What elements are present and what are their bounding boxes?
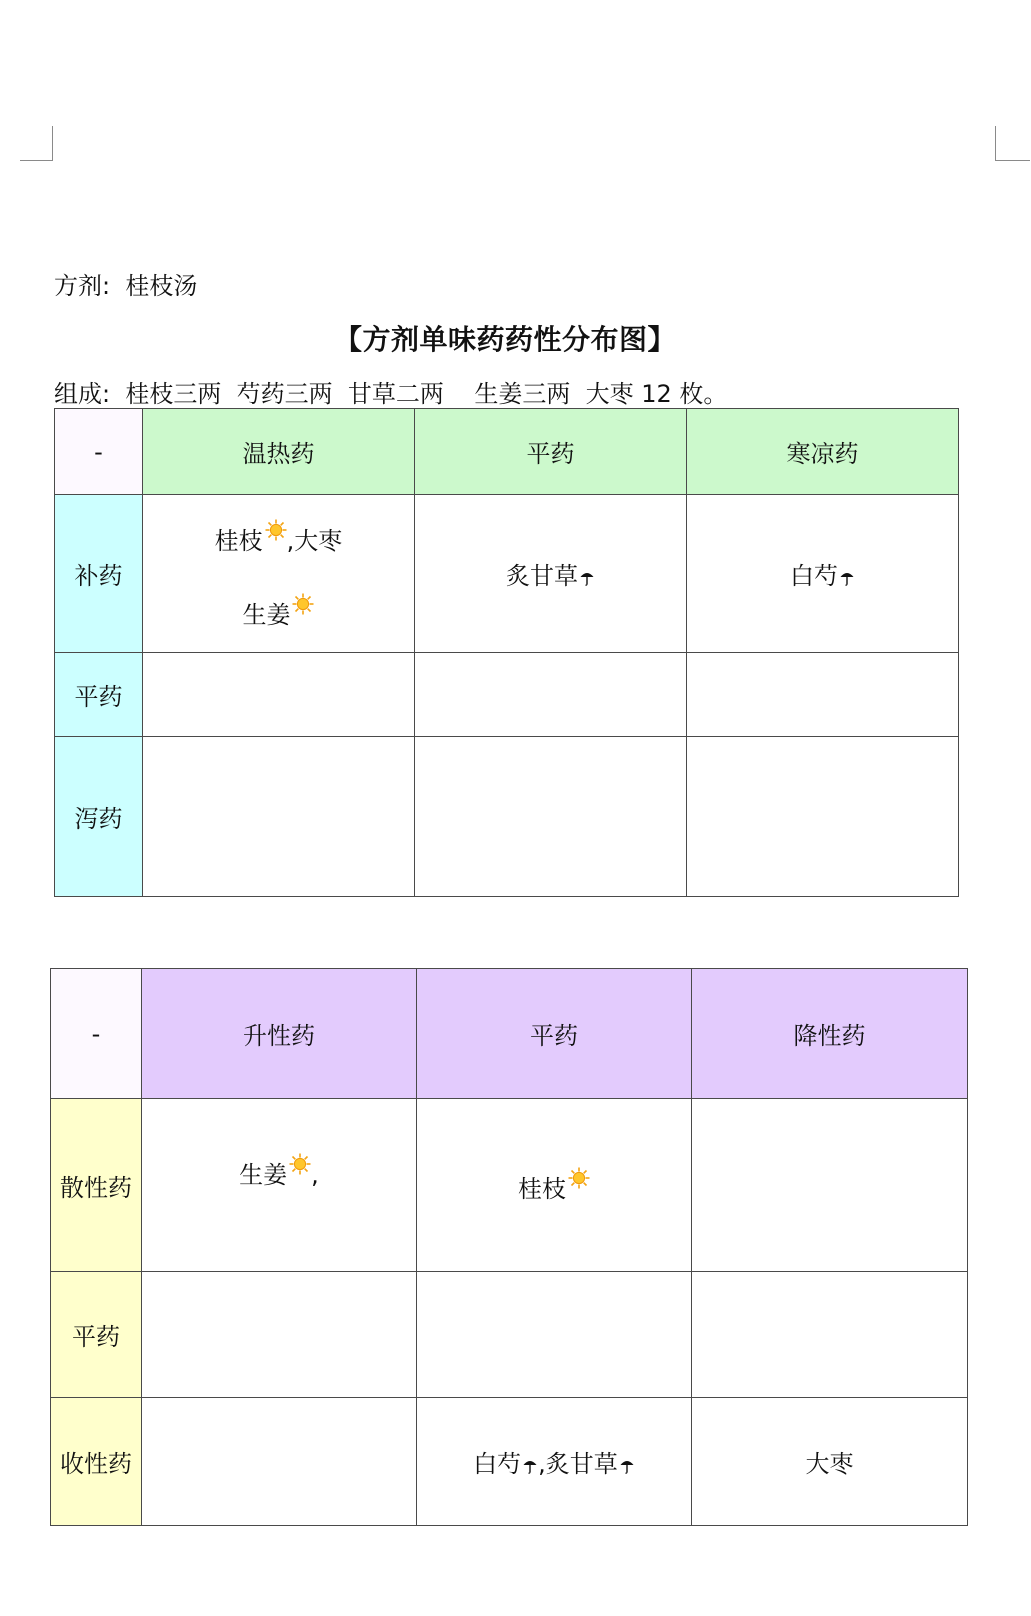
table2-row-header-disperse: 散性药: [51, 1099, 142, 1272]
table2-cell-astringe-neutral: [417, 1398, 692, 1526]
table2-header-descend: 降性药: [692, 969, 968, 1099]
sun-icon: [289, 1153, 311, 1175]
herb-label: 桂枝: [214, 526, 263, 555]
herb-label: 白芍: [473, 1450, 522, 1478]
property-table-ascend-descend: [50, 968, 968, 1526]
table1-cell-purge-warm: [143, 737, 415, 897]
table2-cell-neutral-neutral: [417, 1272, 692, 1398]
crop-mark-top-left: [20, 126, 53, 161]
crop-mark-top-right: [995, 126, 1030, 161]
table2-cell-neutral-descend: [692, 1272, 968, 1398]
formula-name-line: 方剂: 桂枝汤: [54, 272, 198, 300]
herb-label: ,: [311, 1161, 319, 1189]
table1-cell-purge-cold: [687, 737, 959, 897]
table1-cell-tonify-cold: [687, 495, 959, 653]
table2-row-header-neutral: 平药: [51, 1272, 142, 1398]
herb-label: 炙甘草: [506, 562, 578, 590]
table1-row-header-neutral: 平药: [55, 653, 143, 737]
table1-cell-neutral-neutral: [415, 653, 687, 737]
table2-row-header-astringe: 收性药: [51, 1398, 142, 1526]
table2-cell-astringe-descend: 大枣: [692, 1398, 968, 1526]
table2-cell-neutral-ascend: [142, 1272, 417, 1398]
property-table-warm-cold: [54, 408, 959, 897]
sun-icon: [568, 1167, 590, 1189]
herb-label: ,大枣: [286, 526, 343, 555]
herb-label: 生姜: [239, 1161, 288, 1189]
table1-cell-purge-neutral: [415, 737, 687, 897]
umbrella-icon: [522, 1452, 538, 1468]
table1-cell-tonify-neutral: [415, 495, 687, 653]
table2-cell-disperse-neutral: [417, 1099, 692, 1272]
sun-icon: [265, 500, 287, 522]
table1-cell-tonify-warm: [143, 495, 415, 653]
formula-composition-line: 组成: 桂枝三两 芍药三两 甘草二两 生姜三两 大枣 12 枚。: [54, 380, 728, 408]
herb-label: 桂枝: [518, 1174, 566, 1203]
table2-cell-astringe-ascend: [142, 1398, 417, 1526]
table2-header-ascend: 升性药: [142, 969, 417, 1099]
table1-cell-neutral-cold: [687, 653, 959, 737]
table2-cell-disperse-descend: [692, 1099, 968, 1272]
herb-label: ,炙甘草: [538, 1450, 618, 1478]
sun-icon: [292, 574, 314, 596]
table2-cell-disperse-ascend: [142, 1099, 417, 1272]
page-title: 【方剂单味药药性分布图】: [333, 323, 676, 356]
table2-corner-cell: -: [51, 969, 142, 1099]
table1-header-warm: 温热药: [143, 409, 415, 495]
table2-header-neutral: 平药: [417, 969, 692, 1099]
umbrella-icon: [619, 1452, 635, 1468]
table1-cell-neutral-warm: [143, 653, 415, 737]
herb-label: 白芍: [790, 562, 838, 590]
herb-label: 生姜: [242, 600, 291, 629]
table1-header-neutral: 平药: [415, 409, 687, 495]
table1-row-header-purge: 泻药: [55, 737, 143, 897]
table1-row-header-tonify: 补药: [55, 495, 143, 653]
table1-header-cold: 寒凉药: [687, 409, 959, 495]
table1-corner-cell: -: [55, 409, 143, 495]
umbrella-icon: [579, 564, 595, 580]
umbrella-icon: [839, 564, 855, 580]
